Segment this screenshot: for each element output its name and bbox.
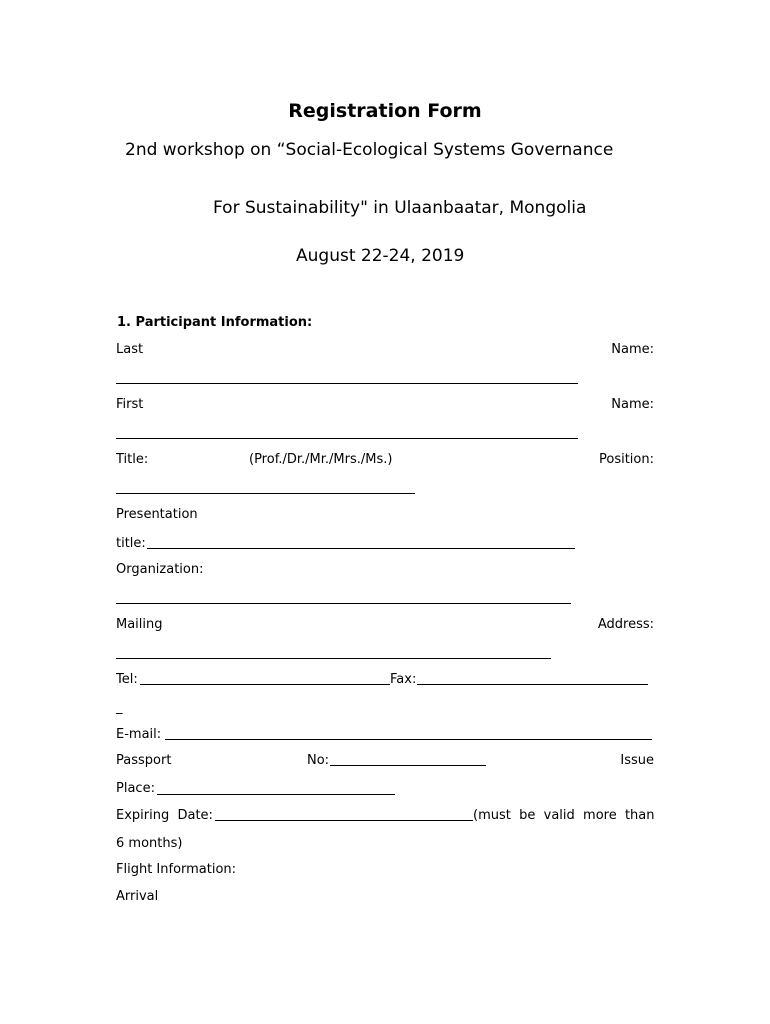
position-label: Position: <box>599 452 654 467</box>
issue-place-field[interactable] <box>157 794 395 795</box>
tel-field[interactable] <box>140 684 390 685</box>
title-options: (Prof./Dr./Mr./Mrs./Ms.) <box>249 452 393 467</box>
mailing-address-field[interactable] <box>116 658 551 659</box>
issue-label: Issue <box>620 753 654 768</box>
email-field[interactable] <box>165 739 652 740</box>
validity-note: (must be valid more than <box>473 808 655 823</box>
presentation-title-label: title: <box>116 536 146 551</box>
position-field[interactable] <box>116 493 415 494</box>
first-name-field[interactable] <box>116 438 578 439</box>
place-label: Place: <box>116 781 155 796</box>
flight-information-label: Flight Information: <box>116 862 237 877</box>
first-label: First <box>116 397 144 412</box>
tel-label: Tel: <box>116 672 138 687</box>
passport-label: Passport <box>116 753 172 768</box>
fax-label: Fax: <box>390 672 417 687</box>
title-label: Title: <box>116 452 149 467</box>
last-name-label: Name: <box>611 342 654 357</box>
presentation-title-field[interactable] <box>147 548 575 549</box>
mailing-label: Mailing <box>116 617 163 632</box>
form-title: Registration Form <box>288 100 482 122</box>
validity-note-cont: 6 months) <box>116 836 183 851</box>
passport-number-field[interactable] <box>330 765 486 766</box>
address-label: Address: <box>597 617 654 632</box>
workshop-subtitle-line1: 2nd workshop on “Social-Ecological Systems Governance <box>125 140 614 160</box>
last-label: Last <box>116 342 144 357</box>
first-name-label: Name: <box>611 397 654 412</box>
passport-no-label: No: <box>307 753 330 768</box>
workshop-subtitle-line2: For Sustainability" in Ulaanbaatar, Mongolia <box>213 198 587 218</box>
fax-field-overflow: _ <box>116 700 123 715</box>
expiring-date-field[interactable] <box>215 820 473 821</box>
presentation-label: Presentation <box>116 507 198 522</box>
workshop-date: August 22-24, 2019 <box>296 246 465 266</box>
last-name-field[interactable] <box>116 383 578 384</box>
fax-field[interactable] <box>417 684 648 685</box>
expiring-date-label: Expiring Date: <box>116 808 213 823</box>
email-label: E-mail: <box>116 727 162 742</box>
section-heading-participant-info: 1. Participant Information: <box>117 315 313 330</box>
organization-field[interactable] <box>116 603 571 604</box>
organization-label: Organization: <box>116 562 204 577</box>
arrival-label: Arrival <box>116 889 159 904</box>
